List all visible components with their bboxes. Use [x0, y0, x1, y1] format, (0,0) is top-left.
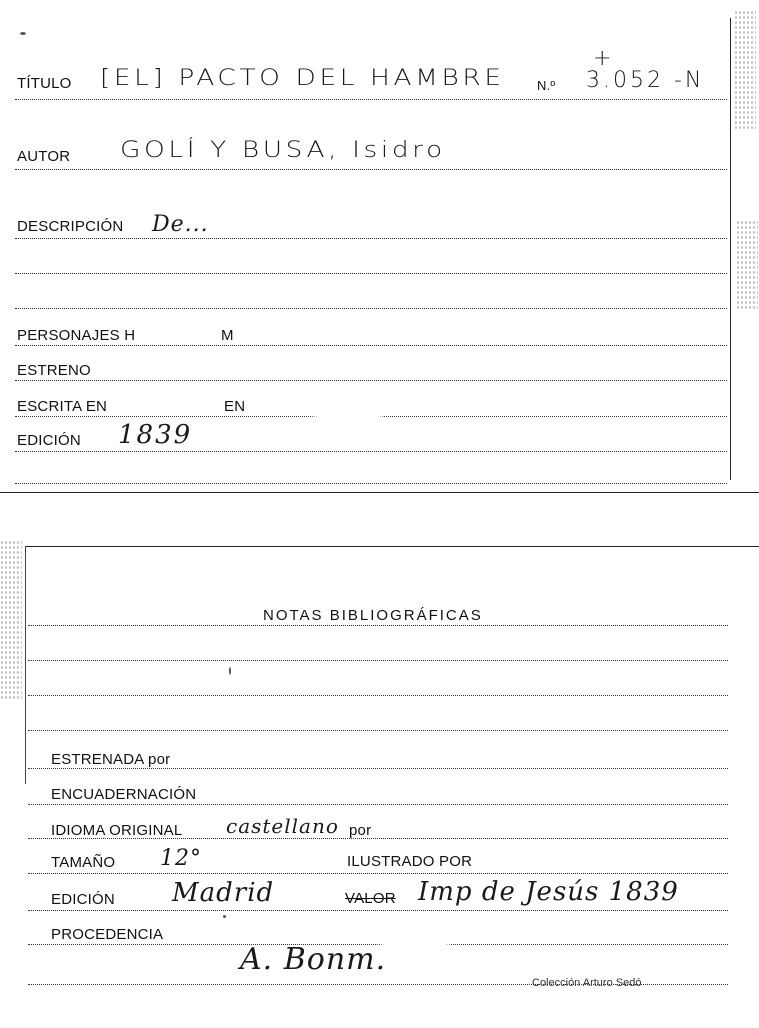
idioma-por-label: por [349, 822, 372, 839]
erased-stamp [385, 920, 445, 976]
card-left-edge [25, 546, 26, 784]
descripcion-label: DESCRIPCIÓN [17, 218, 124, 235]
notas-rule-4 [28, 730, 728, 731]
autor-rule [15, 169, 727, 170]
catalog-card-top [0, 0, 759, 495]
scan-speck [229, 667, 231, 675]
escrita-label: ESCRITA EN [17, 398, 108, 415]
valor-label: VALOR [345, 890, 396, 907]
idioma-label: IDIOMA ORIGINAL [51, 822, 183, 839]
descripcion-rule [15, 238, 727, 239]
personajes-rule [15, 345, 727, 346]
notas-rule-2 [28, 660, 728, 661]
personajes-m-label: M [221, 327, 234, 344]
edicion-rule [28, 910, 728, 911]
idioma-value: castellano [226, 814, 339, 838]
card-top-edge [25, 546, 759, 547]
procedencia-rule [28, 944, 728, 945]
catalog-card-bottom [0, 540, 759, 1028]
numero-label: N.º [537, 78, 556, 93]
estrenada-label: ESTRENADA por [51, 751, 171, 768]
scan-noise [734, 10, 756, 130]
procedencia-label: PROCEDENCIA [51, 926, 164, 943]
cross-mark: + [593, 46, 612, 71]
scan-noise [0, 540, 22, 700]
tamano-value: 12° [160, 846, 202, 871]
notas-rule [28, 625, 728, 626]
collection-stamp: Colección Arturo Sedó [532, 977, 642, 989]
edicion-rule [15, 451, 727, 452]
encuadernacion-rule [28, 804, 728, 805]
scan-noise [736, 220, 758, 310]
scan-speck [223, 915, 226, 918]
autor-label: AUTOR [17, 148, 71, 165]
bottom-rule [15, 483, 727, 484]
estreno-rule [15, 380, 727, 381]
idioma-rule [28, 838, 728, 839]
titulo-value: [EL] PACTO DEL HAMBRE [100, 66, 505, 91]
tamano-rule [28, 873, 728, 874]
scan-speck [20, 32, 26, 35]
ilustrado-label: ILUSTRADO POR [347, 853, 473, 870]
estrenada-rule [28, 768, 728, 769]
edicion-value: Madrid [172, 878, 275, 908]
notas-rule-3 [28, 695, 728, 696]
erased-stamp [318, 392, 378, 444]
estreno-label: ESTRENO [17, 362, 91, 379]
titulo-rule [15, 99, 727, 100]
edicion-label: EDICIÓN [17, 432, 81, 449]
personajes-label: PERSONAJES H [17, 327, 136, 344]
escrita-en-label: EN [224, 398, 246, 415]
descripcion-value: De... [152, 212, 209, 237]
edicion-value: 1839 [118, 420, 193, 450]
edicion-label: EDICIÓN [51, 891, 115, 908]
card-bottom-edge [0, 492, 759, 493]
procedencia-value: A. Bonm. [240, 942, 387, 977]
valor-value: Imp de Jesús 1839 [418, 877, 679, 907]
notas-heading: NOTAS BIBLIOGRÁFICAS [263, 607, 483, 624]
encuadernacion-label: ENCUADERNACIÓN [51, 786, 197, 803]
descripcion-rule-3 [15, 308, 727, 309]
autor-value: GOLÍ Y BUSA, Isidro [120, 138, 446, 163]
titulo-label: TÍTULO [17, 75, 72, 92]
numero-value: 3.052 -N [586, 68, 705, 93]
tamano-label: TAMAÑO [51, 854, 116, 871]
descripcion-rule-2 [15, 273, 727, 274]
card-right-edge [730, 18, 731, 480]
